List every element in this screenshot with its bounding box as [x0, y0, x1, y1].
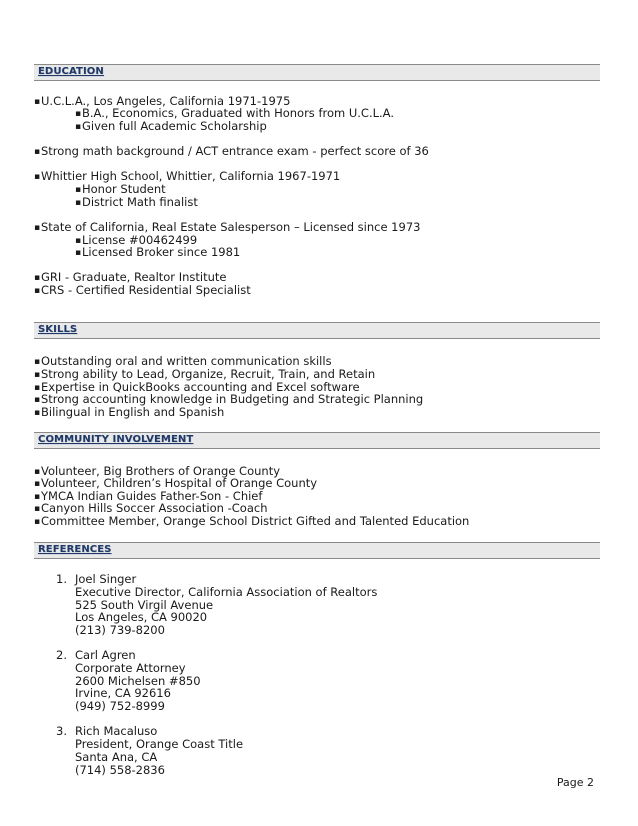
references-header [34, 542, 600, 559]
community-item: ▪ Canyon Hills Soccer Association -Coach [34, 502, 267, 516]
reference-number: 1. [56, 572, 67, 586]
reference-number: 2. [56, 648, 67, 662]
skills-title: SKILLS [38, 324, 78, 335]
reference-line: President, Orange Coast Title [75, 737, 244, 751]
education-license-broker: ▪ Licensed Broker since 1981 [75, 246, 240, 260]
reference-line: (213) 739-8200 [75, 623, 165, 637]
reference-name: Joel Singer [75, 572, 137, 586]
reference-name: Rich Macaluso [75, 724, 158, 738]
education-license: ▪ State of California, Real Estate Salesperson – Licensed since 1973 [34, 221, 420, 235]
reference-line: Corporate Attorney [75, 661, 186, 675]
skills-header [34, 322, 600, 339]
skill-item: ▪ Bilingual in English and Spanish [34, 406, 224, 420]
education-ucla: ▪ U.C.L.A., Los Angeles, California 1971-1975 [34, 95, 290, 109]
education-whittier-math: ▪ District Math finalist [75, 196, 198, 210]
education-title: EDUCATION [38, 66, 104, 77]
community-title: COMMUNITY INVOLVEMENT [38, 434, 194, 445]
skill-item: ▪ Strong accounting knowledge in Budgeting and Strategic Planning [34, 393, 423, 407]
page-number: Page 2 [556, 776, 594, 789]
community-header [34, 432, 600, 449]
education-gri: ▪ GRI - Graduate, Realtor Institute [34, 271, 226, 285]
reference-line: (949) 752-8999 [75, 699, 165, 713]
education-header [34, 64, 600, 81]
education-ucla-scholarship: ▪ Given full Academic Scholarship [75, 120, 267, 134]
reference-line: (714) 558-2836 [75, 763, 165, 777]
community-item: ▪ Volunteer, Big Brothers of Orange County [34, 465, 280, 479]
skill-item: ▪ Strong ability to Lead, Organize, Recruit, Train, and Retain [34, 368, 375, 382]
community-item: ▪ Committee Member, Orange School District Gifted and Talented Education [34, 515, 469, 529]
education-license-number: ▪ License #00462499 [75, 234, 197, 248]
reference-line: 2600 Michelsen #850 [75, 674, 201, 688]
education-crs: ▪ CRS - Certified Residential Specialist [34, 284, 251, 298]
education-whittier: ▪ Whittier High School, Whittier, California 1967-1971 [34, 170, 340, 184]
education-math: ▪ Strong math background / ACT entrance exam - perfect score of 36 [34, 145, 429, 159]
references-title: REFERENCES [38, 544, 112, 555]
community-item: ▪ YMCA Indian Guides Father-Son - Chief [34, 490, 262, 504]
reference-line: Executive Director, California Association of Realtors [75, 585, 378, 599]
reference-line: Irvine, CA 92616 [75, 686, 171, 700]
reference-line: Santa Ana, CA [75, 750, 158, 764]
reference-name: Carl Agren [75, 648, 136, 662]
skill-item: ▪ Expertise in QuickBooks accounting and Excel software [34, 381, 360, 395]
education-whittier-honor: ▪ Honor Student [75, 183, 166, 197]
reference-line: Los Angeles, CA 90020 [75, 610, 208, 624]
reference-number: 3. [56, 724, 67, 738]
community-item: ▪ Volunteer, Children’s Hospital of Orange County [34, 477, 317, 491]
reference-line: 525 South Virgil Avenue [75, 598, 214, 612]
education-ucla-degree: ▪ B.A., Economics, Graduated with Honors from U.C.L.A. [75, 107, 394, 121]
skill-item: ▪ Outstanding oral and written communication skills [34, 355, 332, 369]
